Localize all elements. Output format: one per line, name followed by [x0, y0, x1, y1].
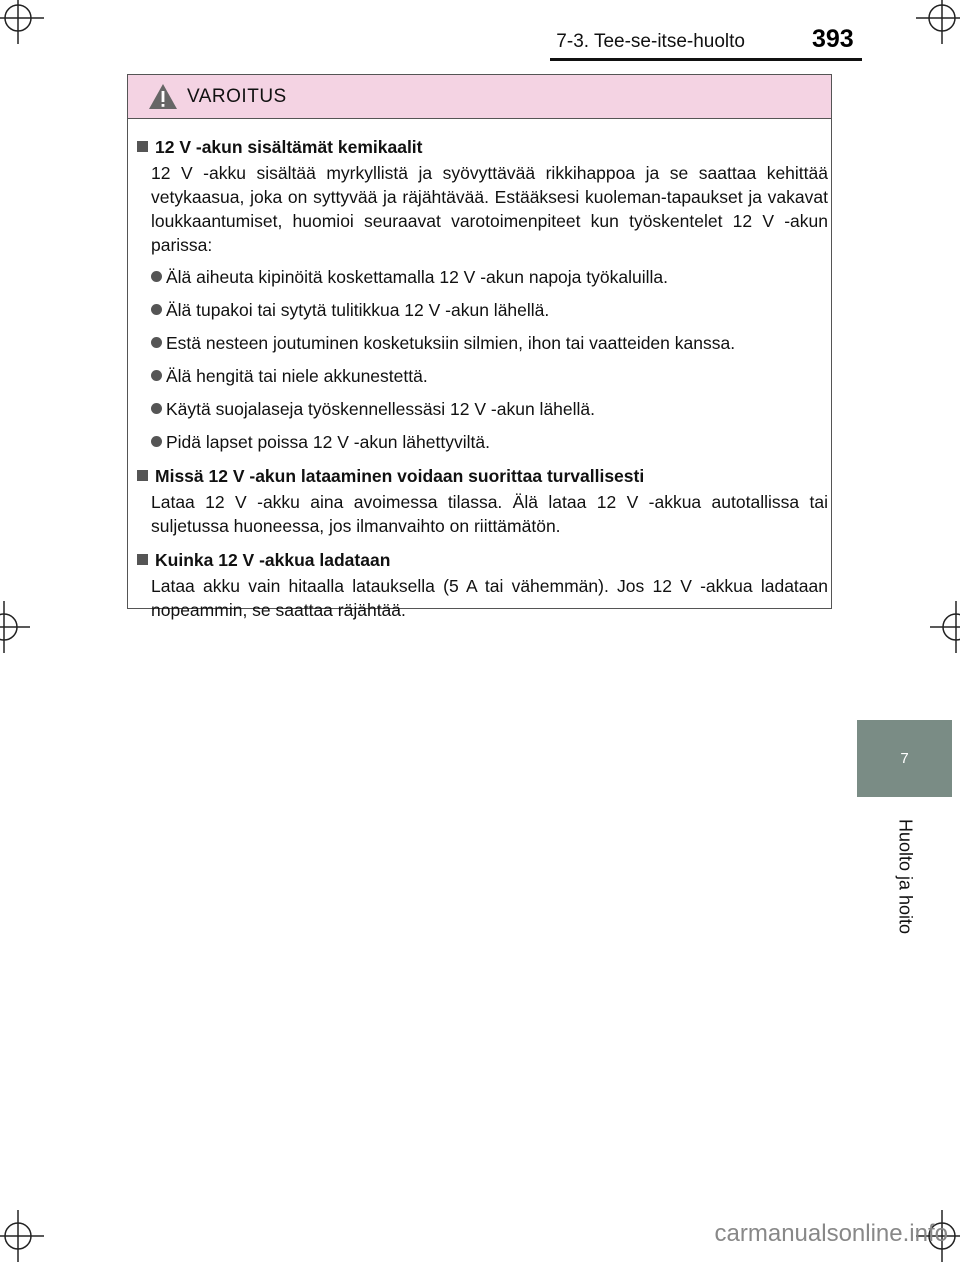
chapter-tab	[857, 720, 952, 797]
block-text: Lataa 12 V -akku aina avoimessa tilassa. Älä lataa 12 V -akkua autotallissa tai suljetussa huoneessa, jos ilmanvaihto on riittämätön.	[151, 492, 828, 536]
page-header	[0, 0, 960, 60]
block-text: 12 V -akku sisältää myrkyllistä ja syövyttävää rikkihappoa ja se saattaa kehittää vetykaasua, joka on syttyvää ja räjähtävää. Estääksesi kuoleman-tapaukset ja vakavat loukkaantumiset, huomioi seuraavat varotoimenpiteet kun työskentelet 12 V -akun parissa:	[151, 163, 828, 255]
watermark: carmanualsonline.info	[714, 1220, 948, 1247]
list-item: Pidä lapset poissa 12 V -akun lähettyviltä.	[151, 430, 828, 454]
block-heading: 12 V -akun sisältämät kemikaalit	[155, 137, 423, 157]
crop-mark-bottom-left	[0, 1210, 44, 1262]
warning-title: VAROITUS	[187, 85, 287, 107]
warning-triangle-icon	[148, 83, 178, 110]
list-item: Älä tupakoi tai sytytä tulitikkua 12 V -akun lähellä.	[151, 298, 828, 322]
section-title: 7-3. Tee-se-itse-huolto	[556, 31, 745, 52]
square-bullet-icon	[137, 470, 148, 481]
list-item: Estä nesteen joutuminen kosketuksiin silmien, ihon tai vaatteiden kanssa.	[151, 331, 828, 355]
chapter-number: 7	[900, 750, 909, 767]
block-text: Lataa akku vain hitaalla latauksella (5 A tai vähemmän). Jos 12 V -akkua ladataan nopeammin, se saattaa räjähtää.	[151, 576, 828, 620]
round-bullet-icon	[151, 337, 162, 348]
warning-box	[127, 74, 832, 620]
crop-mark-middle-right	[930, 601, 960, 653]
square-bullet-icon	[137, 141, 148, 152]
warning-block-chemicals	[137, 135, 828, 454]
header-rule	[550, 58, 862, 61]
block-heading: Missä 12 V -akun lataaminen voidaan suorittaa turvallisesti	[155, 466, 645, 486]
warning-body	[128, 119, 831, 622]
bullet-list	[137, 265, 828, 454]
page-number: 393	[812, 25, 854, 53]
warning-block-charging-location	[137, 464, 828, 538]
list-item: Käytä suojalaseja työskennellessäsi 12 V -akun lähellä.	[151, 397, 828, 421]
crop-mark-middle-left	[0, 601, 30, 653]
round-bullet-icon	[151, 304, 162, 315]
warning-header	[128, 75, 831, 119]
round-bullet-icon	[151, 271, 162, 282]
chapter-label: Huolto ja hoito	[895, 818, 916, 935]
list-item: Älä aiheuta kipinöitä koskettamalla 12 V -akun napoja työkaluilla.	[151, 265, 828, 289]
warning-block-charging-method	[137, 548, 828, 622]
round-bullet-icon	[151, 370, 162, 381]
list-item: Älä hengitä tai niele akkunestettä.	[151, 364, 828, 388]
round-bullet-icon	[151, 436, 162, 447]
round-bullet-icon	[151, 403, 162, 414]
square-bullet-icon	[137, 554, 148, 565]
block-heading: Kuinka 12 V -akkua ladataan	[155, 550, 391, 570]
